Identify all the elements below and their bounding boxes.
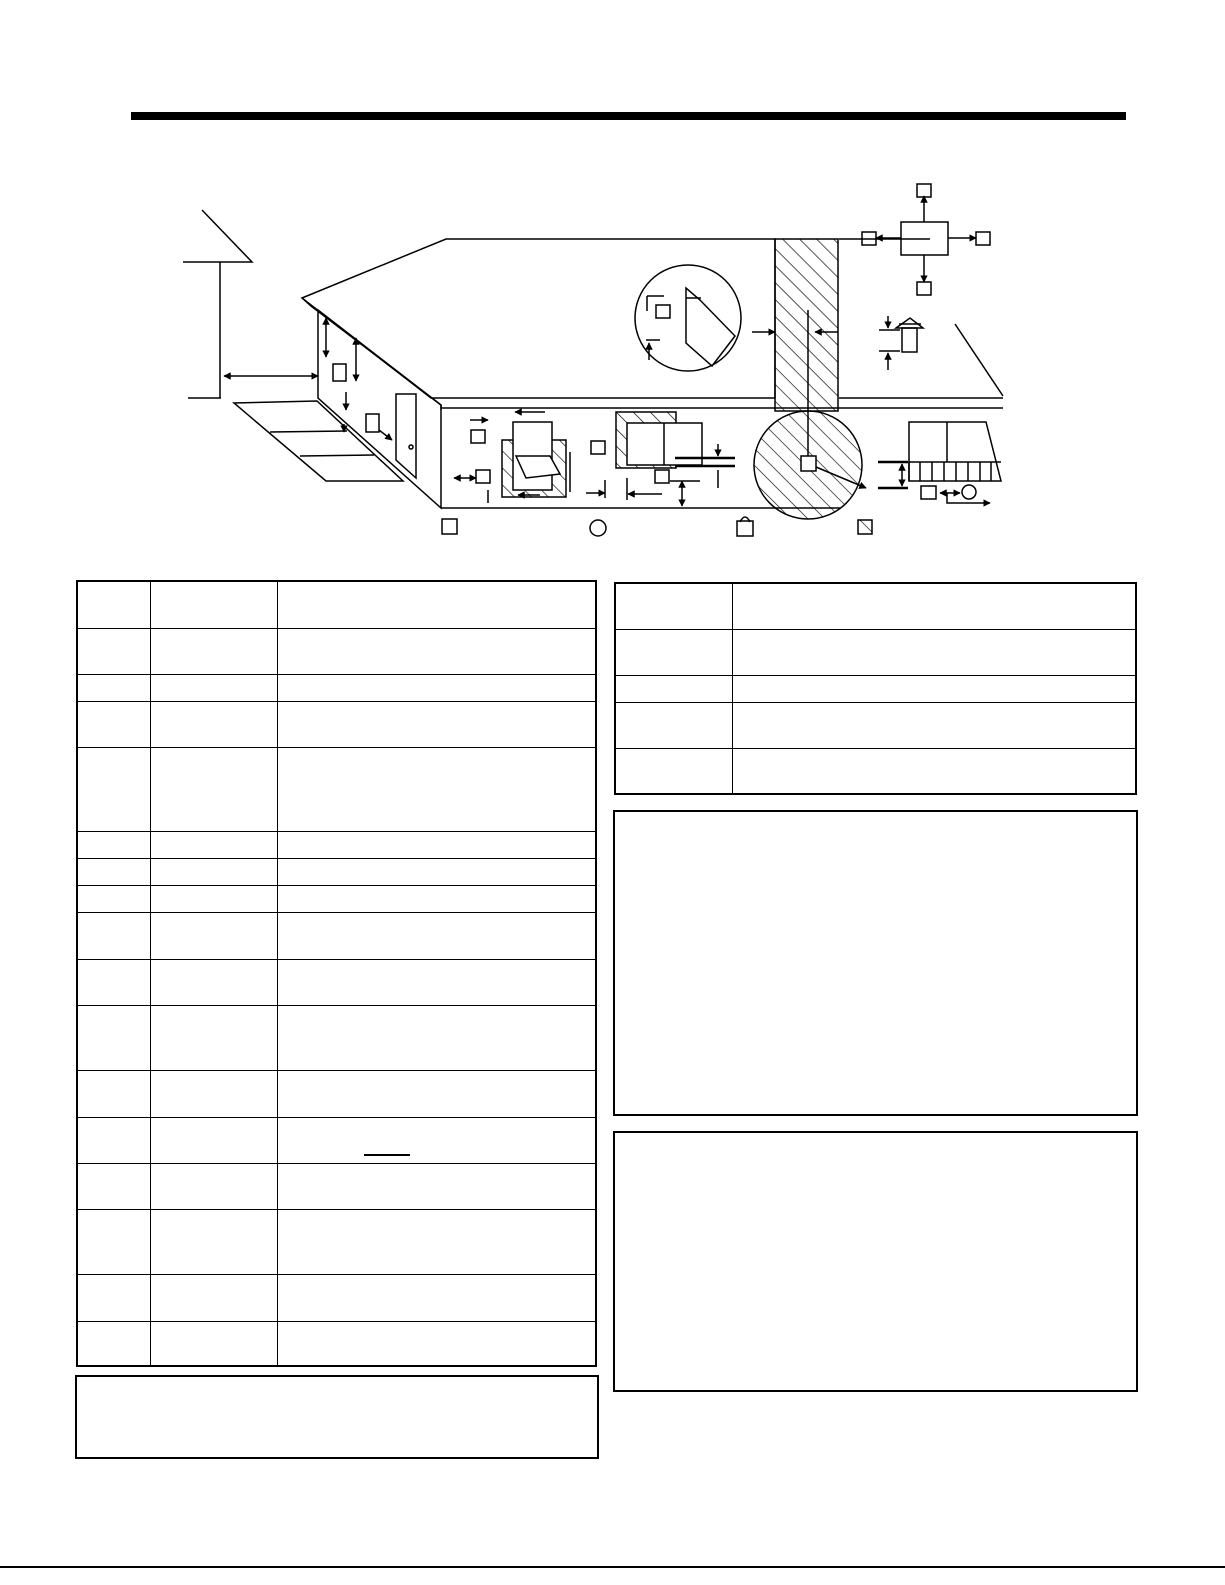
table-row <box>615 748 1136 794</box>
table-row <box>77 858 596 885</box>
table-row <box>77 831 596 858</box>
table-row <box>77 701 596 747</box>
chimney-cap <box>879 316 923 370</box>
neighbor-roof <box>183 210 318 398</box>
table-row <box>77 1274 596 1321</box>
table-row <box>77 1209 596 1274</box>
table-row <box>615 675 1136 702</box>
table-row <box>77 1070 596 1117</box>
table-row <box>77 674 596 701</box>
detail-circle <box>635 265 741 371</box>
table-row <box>77 1163 596 1209</box>
note-box <box>75 1375 599 1459</box>
table-header-row <box>77 581 596 628</box>
right-clearance-table <box>614 582 1137 795</box>
walkway <box>234 401 403 481</box>
padlock-marker-icon <box>737 517 753 536</box>
table-row <box>77 747 596 831</box>
note-box <box>613 810 1138 1116</box>
vent-clearance-diagram <box>0 0 1225 560</box>
footer-rule <box>0 1566 1225 1568</box>
left-clearance-table <box>76 580 597 1367</box>
table-row <box>77 1117 596 1163</box>
formula-rule <box>364 1154 410 1156</box>
legend <box>442 517 872 536</box>
square-marker-icon <box>442 519 457 534</box>
hatched-column <box>752 239 866 519</box>
deck <box>878 422 1001 503</box>
circle-marker-icon <box>590 520 606 536</box>
table-row <box>77 959 596 1005</box>
note-box <box>613 1131 1138 1392</box>
front-wall <box>441 408 1003 508</box>
side-wall <box>318 310 441 508</box>
table-row <box>615 702 1136 748</box>
table-row <box>77 628 596 674</box>
table-row <box>77 912 596 959</box>
table-row <box>77 1321 596 1366</box>
table-header-row <box>615 583 1136 629</box>
table-row <box>77 885 596 912</box>
table-row <box>77 1005 596 1070</box>
hatched-square-marker-icon <box>858 520 872 534</box>
table-row <box>615 629 1136 675</box>
